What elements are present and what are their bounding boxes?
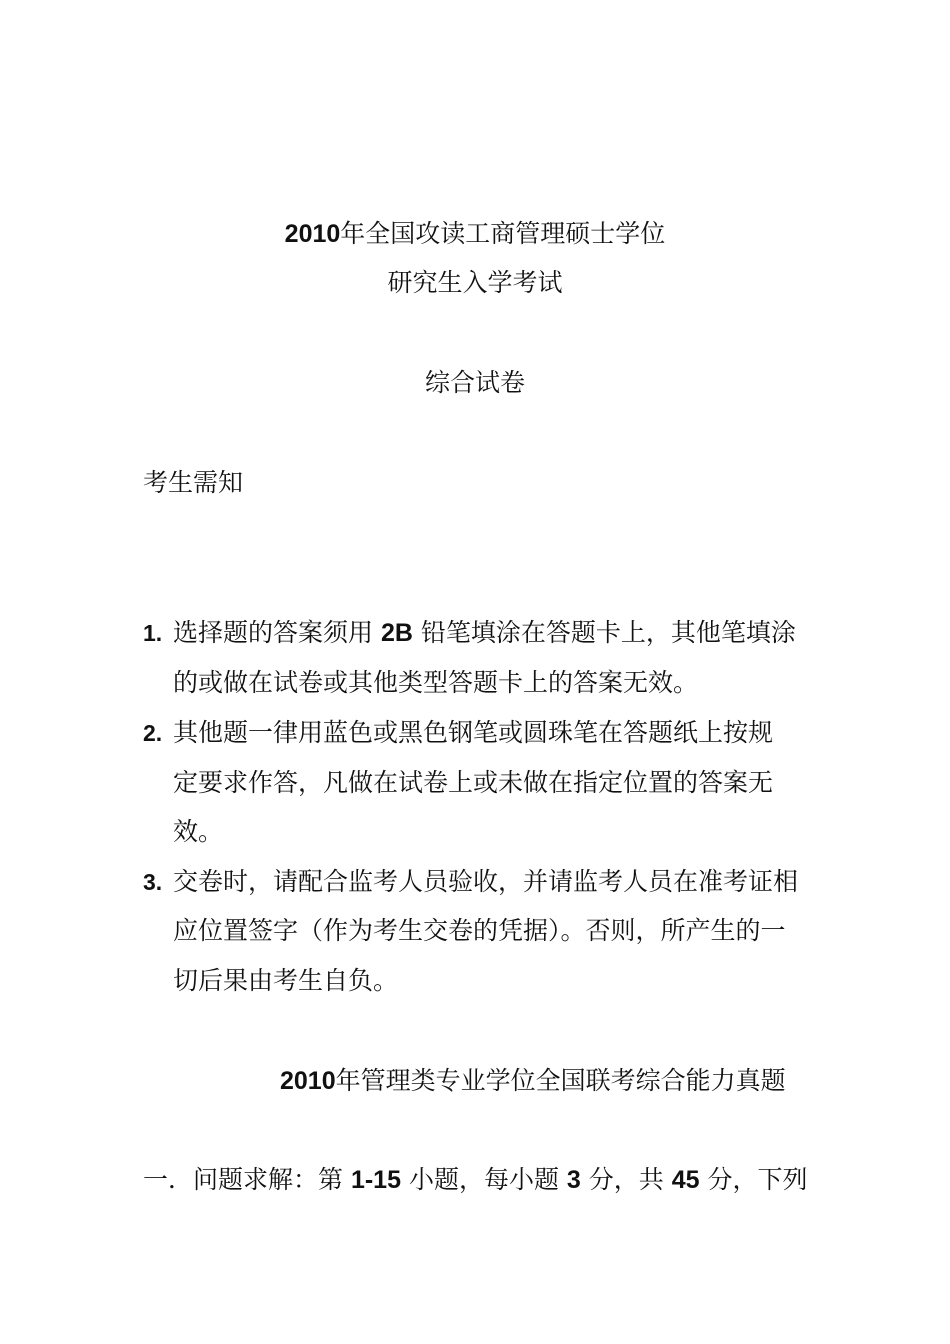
item-line: 交卷时，请配合监考人员验收，并请监考人员在准考证相: [173, 867, 799, 896]
pencil-type: 2B: [380, 619, 413, 647]
points-total: 45: [671, 1166, 700, 1194]
item-line: 其他题一律用蓝色或黑色钢笔或圆珠笔在答题纸上按规: [173, 718, 774, 747]
notice-heading: 考生需知: [143, 468, 244, 497]
item-line: 应位置签字（作为考生交卷的凭据）。否则，所产生的一: [173, 916, 786, 945]
question-text-part: 小题，每小题: [401, 1165, 567, 1194]
question-text-part: 分，共: [580, 1165, 672, 1194]
paper-name: 综合试卷: [424, 368, 525, 397]
section-year: 2010: [280, 1067, 336, 1095]
item-line: 定要求作答，凡做在试卷上或未做在指定位置的答案无: [173, 768, 774, 797]
item-number: 1.: [143, 620, 163, 646]
item-number: 2.: [143, 720, 163, 746]
question-text-part: 一．问题求解：第: [143, 1165, 351, 1194]
item-line: 效。: [173, 817, 224, 846]
exam-title: [0, 217, 950, 251]
title-text: 年全国攻读工商管理硕士学位: [340, 219, 666, 248]
exam-subtitle: 研究生入学考试: [387, 268, 563, 297]
item-number: 3.: [143, 869, 163, 895]
question-range: 1-15: [350, 1166, 401, 1194]
item-text-part: 铅笔填涂在答题卡上，其他笔填涂: [412, 618, 796, 647]
question-intro: [143, 1163, 807, 1197]
item-line: [173, 616, 813, 650]
section-title-text: 年管理类专业学位全国联考综合能力真题: [335, 1066, 786, 1095]
points-each: 3: [566, 1166, 581, 1194]
question-text-part: 分，下列: [699, 1165, 808, 1194]
item-line: 的或做在试卷或其他类型答题卡上的答案无效。: [173, 668, 699, 697]
title-year: 2010: [284, 220, 341, 248]
section-title: [280, 1064, 786, 1098]
item-line: 切后果由考生自负。: [173, 966, 399, 995]
item-text-part: 选择题的答案须用: [173, 618, 381, 647]
